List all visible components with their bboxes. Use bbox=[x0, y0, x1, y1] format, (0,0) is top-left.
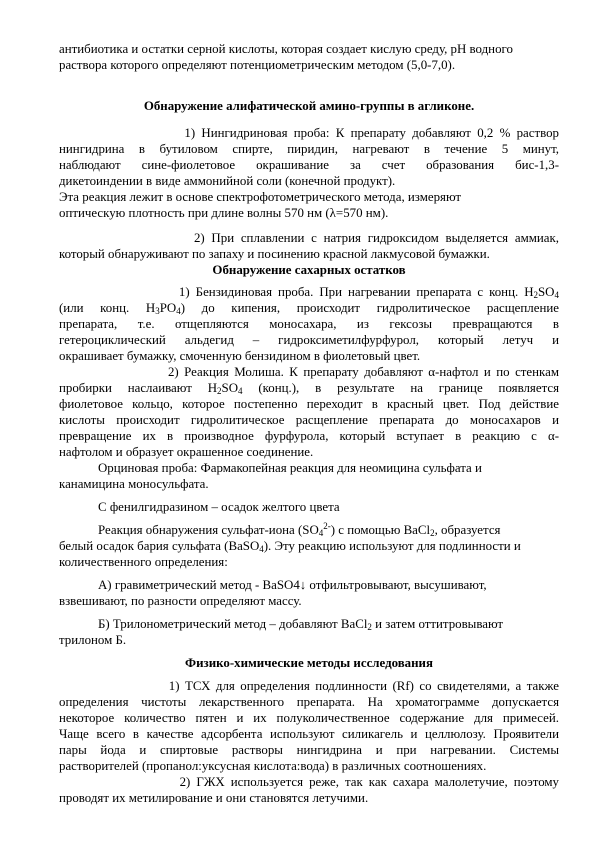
section-heading: Обнаружение алифатической амино-группы в агликоне. bbox=[143, 99, 475, 113]
text-line: 1) ТСХ для определения подлинности (Rf) со свидетелями, а также bbox=[59, 679, 559, 693]
text-line: растворителей (пропанол:уксусная кислота:вода) в различных соотношениях. bbox=[59, 759, 487, 773]
text-line: оптическую плотность при длине волны 570 нм (λ=570 нм). bbox=[59, 206, 389, 220]
text-line: белый осадок бария сульфата (BaSO$_4$). Эту реакцию используют для подлинности и bbox=[59, 539, 521, 554]
text-line: фиолетовое кольцо, которое постепенно переходит в красный цвет. Под действие bbox=[59, 397, 559, 411]
text-line: С фенилгидразином – осадок желтого цвета bbox=[98, 500, 340, 514]
text-line: наблюдают сине-фиолетовое окрашивание за счет образования бис-1,3- bbox=[59, 158, 559, 172]
text-line: 2) Реакция Молиша. К препарату добавляют α-нафтол и по стенкам bbox=[59, 365, 559, 379]
text-line: 2) При сплавлении с натрия гидроксидом выделяется аммиак, bbox=[59, 231, 559, 245]
text-line: дикетоиндении в виде аммонийной соли (конечной продукт). bbox=[59, 174, 396, 188]
text-line: проводят их метилирование и они становятся летучими. bbox=[59, 791, 369, 805]
text-line: 1) Бензидиновая проба. При нагревании препарата с конц. $H_2SO_4$ bbox=[59, 285, 559, 300]
text-line: трилоном Б. bbox=[59, 633, 127, 647]
text-line: (или конц. $H_3PO_4$) до кипения, происходит гидролитическое расщепление bbox=[59, 301, 559, 316]
text-line: некоторое количество пятен и их полуколичественное содержание для примесей. bbox=[59, 711, 559, 725]
text-line: канамицина моносульфата. bbox=[59, 477, 209, 491]
text-line: пробирки наслаивают $H_2SO_4$ (конц.), в результате на границе появляется bbox=[59, 381, 560, 396]
text-line: 1) Нингидриновая проба: К препарату добавляют 0,2 % раствор bbox=[59, 126, 559, 140]
text-line: антибиотика и остатки серной кислоты, которая создает кислую среду, pH водного bbox=[59, 42, 513, 56]
text-line: кислоты происходит гидролитическое расщепление препарата до моносахаров и bbox=[59, 413, 559, 427]
text-line: Эта реакция лежит в основе спектрофотометрического метода, измеряют bbox=[59, 190, 462, 204]
text-line: определения чистоты лекарственного препарата. На хроматограмме допускается bbox=[59, 695, 559, 709]
section-heading: Физико-химические методы исследования bbox=[185, 656, 433, 670]
text-line: количественного определения: bbox=[59, 555, 228, 569]
text-line: А) гравиметрический метод - BaSO4↓ отфильтровывают, высушивают, bbox=[98, 578, 487, 592]
text-line: гетероциклический альдегид – гидроксиметилфурфурол, который летуч и bbox=[59, 333, 559, 347]
text-line: пары йода и спиртовые растворы нингидрина и при нагревании. Системы bbox=[59, 743, 559, 757]
text-line: Б) Трилонометрический метод – добавляют BaCl$_2$ и затем оттитровывают bbox=[98, 617, 504, 632]
text-line: препарата, т.е. отщепляются моносахара, из гексозы превращаются в bbox=[59, 317, 559, 331]
text-line: взвешивают, по разности определяют массу. bbox=[59, 594, 302, 608]
text-line: который обнаруживают по запаху и посинению красной лакмусовой бумажки. bbox=[59, 247, 490, 261]
text-line: превращение их в производное фурфурола, который вступает в реакцию с α- bbox=[59, 429, 559, 443]
text-line: Реакция обнаружения сульфат-иона $(SO_4^{2-})$ с помощью BaCl$_2$, образуется bbox=[98, 521, 501, 538]
text-line: Чаще всего в качестве адсорбента используют силикагель и целлюлозу. Проявители bbox=[59, 727, 559, 741]
text-line: нафтолом и образует окрашенное соединение. bbox=[59, 445, 314, 459]
text-line: Орциновая проба: Фармакопейная реакция для неомицина сульфата и bbox=[98, 461, 482, 475]
section-heading: Обнаружение сахарных остатков bbox=[212, 263, 406, 277]
text-line: нингидрина в бутиловом спирте, пиридин, нагревают в течение 5 минут, bbox=[59, 142, 559, 156]
text-line: раствора которого определяют потенциометрическим методом (5,0-7,0). bbox=[59, 58, 456, 72]
text-line: 2) ГЖХ используется реже, так как сахара малолетучие, поэтому bbox=[59, 775, 559, 789]
text-line: окрашивает бумажку, смоченную бензидином в фиолетовый цвет. bbox=[59, 349, 421, 363]
